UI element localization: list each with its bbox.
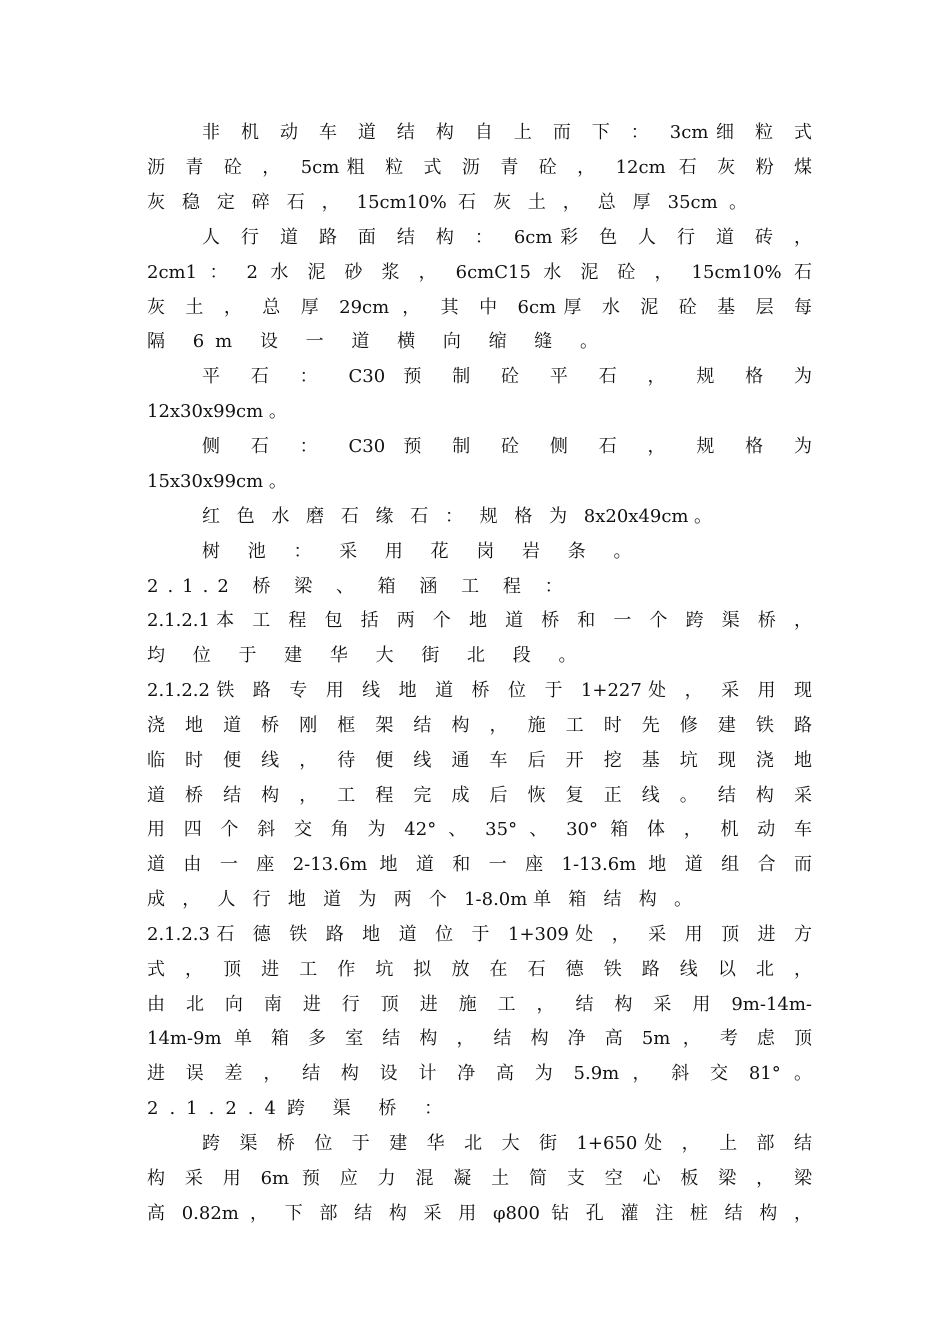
text-line: 临 时 便 线 ， 待 便 线 通 车 后 开 挖 基 坑 现 浇 地 <box>147 750 812 771</box>
text-line: 14m-9m 单 箱 多 室 结 构 ， 结 构 净 高 5m ， 考 虑 顶 <box>147 1028 812 1049</box>
text-line: 侧 石 ： C30 预 制 砼 侧 石 ， 规 格 为 <box>202 436 812 457</box>
text-line: 成 ， 人 行 地 道 为 两 个 1-8.0m单 箱 结 构 。 <box>147 889 692 910</box>
text-line: 2.1.2.3石 德 铁 路 地 道 位 于 1+309处 ， 采 用 顶 进 方 <box>147 924 812 945</box>
text-line: 进 误 差 ， 结 构 设 计 净 高 为 5.9m ， 斜 交 81° 。 <box>147 1063 812 1084</box>
section-heading: 2.1.2 桥 梁 、 箱 涵 工 程 ： <box>147 576 572 597</box>
section-heading: 2.1.2.4跨 渠 桥 ： <box>147 1098 454 1119</box>
text-line: 2cm1 ： 2 水 泥 砂 浆 ， 6cmC15 水 泥 砼 ， 15cm10% 石 <box>147 262 812 283</box>
text-line: 灰 土 ， 总 厚 29cm ， 其 中 6cm厚 水 泥 砼 基 层 每 <box>147 297 812 318</box>
text-line: 平 石 ： C30 预 制 砼 平 石 ， 规 格 为 <box>202 366 812 387</box>
text-line: 由 北 向 南 进 行 顶 进 施 工 ， 结 构 采 用 9m-14m- <box>147 994 812 1015</box>
text-line: 灰 稳 定 碎 石 ， 15cm10% 石 灰 土 ， 总 厚 35cm 。 <box>147 192 747 213</box>
text-line: 跨 渠 桥 位 于 建 华 北 大 街 1+650处 ， 上 部 结 <box>202 1133 812 1154</box>
text-line: 构 采 用 6m 预 应 力 混 凝 土 简 支 空 心 板 梁 ， 梁 <box>147 1168 812 1189</box>
text-line: 红 色 水 磨 石 缘 石 ： 规 格 为 8x20x49cm。 <box>202 506 712 527</box>
text-line: 12x30x99cm 。 <box>147 401 287 422</box>
text-line: 高 0.82m ， 下 部 结 构 采 用 φ800 钻 孔 灌 注 桩 结 构 ， <box>147 1203 812 1224</box>
text-line: 均 位 于 建 华 大 街 北 段 。 <box>147 645 588 666</box>
text-line: 道 由 一 座 2-13.6m 地 道 和 一 座 1-13.6m 地 道 组 合 而 <box>147 854 812 875</box>
text-line: 沥 青 砼 ， 5cm粗 粒 式 沥 青 砼 ， 12cm 石 灰 粉 煤 <box>147 157 812 178</box>
text-line: 浇 地 道 桥 刚 框 架 结 构 ， 施 工 时 先 修 建 铁 路 <box>147 715 812 736</box>
text-line: 树 池 ： 采 用 花 岗 岩 条 。 <box>202 541 643 562</box>
text-line: 15x30x99cm 。 <box>147 471 287 492</box>
text-line: 人 行 道 路 面 结 构 ： 6cm彩 色 人 行 道 砖 ， <box>202 227 812 248</box>
text-line: 2.1.2.1本 工 程 包 括 两 个 地 道 桥 和 一 个 跨 渠 桥 ， <box>147 610 812 631</box>
text-line: 2.1.2.2铁 路 专 用 线 地 道 桥 位 于 1+227处 ， 采 用 现 <box>147 680 812 701</box>
text-line: 式 ， 顶 进 工 作 坑 拟 放 在 石 德 铁 路 线 以 北 ， <box>147 959 812 980</box>
text-line: 用 四 个 斜 交 角 为 42° 、 35° 、 30° 箱 体 ， 机 动 车 <box>147 819 812 840</box>
text-line: 道 桥 结 构 ， 工 程 完 成 后 恢 复 正 线 。 结 构 采 <box>147 785 812 806</box>
text-line: 非 机 动 车 道 结 构 自 上 而 下 ： 3cm细 粒 式 <box>202 122 812 143</box>
text-line: 隔 6m 设 一 道 横 向 缩 缝 。 <box>147 331 610 352</box>
